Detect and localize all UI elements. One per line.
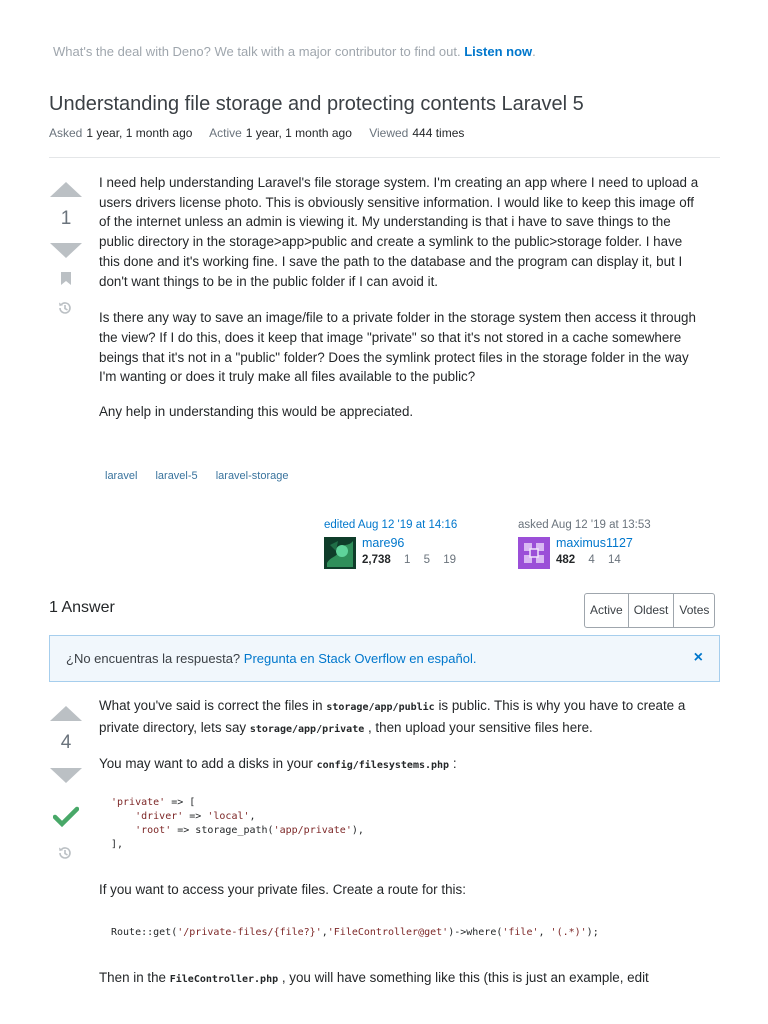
inline-code: storage/app/private [249,723,365,735]
owner-silver-badges: 4 [588,554,595,566]
tag-laravel-5[interactable]: laravel-5 [149,467,203,485]
editor-gold-badges: 1 [403,554,411,566]
owner-signature [518,517,708,577]
answer-paragraph-1: What you've said is correct the files in storage/app/public is public. This is why you have to create a private directory, lets say storage/app/private , then upload your sensitive files here. [99,698,686,735]
question-downvote-button[interactable] [50,243,82,258]
active-label: Active [209,126,242,140]
title-divider [49,157,720,158]
bookmark-icon[interactable] [61,272,71,285]
inline-code: config/filesystems.php [316,760,450,772]
editor-signature [324,517,504,577]
question-body [99,173,704,422]
question-paragraph: Is there any way to save an image/file to a private folder in the storage system then access it through the view? If I do this, does it keep that image "private" so that it's not stored in a cache somewhere beings that it's not in a "public" folder? Does the symlink protect files in the storage folder in the way I'm wanting or does it truly make all files available to the public? [99,310,696,385]
question-title[interactable]: Understanding file storage and protecting contents Laravel 5 [49,93,584,115]
history-icon[interactable] [57,300,73,316]
question-meta [49,126,478,140]
answer-downvote-button[interactable] [50,768,82,783]
notice-text: ¿No encuentras la respuesta? [66,651,241,666]
edited-timestamp-link[interactable]: edited Aug 12 '19 at 14:16 [324,519,458,531]
banner-tail: . [532,44,536,59]
answer-vote-count: 4 [60,732,72,753]
answer-history-icon[interactable] [57,845,73,861]
answer-upvote-button[interactable] [50,706,82,721]
answer-body [99,696,704,776]
asked-value: 1 year, 1 month ago [86,126,193,140]
question-tags [99,467,297,485]
asked-label: Asked [49,126,83,140]
editor-bronze-badges: 19 [443,554,456,566]
answer-paragraph-3: If you want to access your private files. Create a route for this: [99,882,466,897]
owner-rep-score: 482 [556,554,576,566]
editor-silver-badges: 5 [423,554,430,566]
answer-sort-tabs [584,593,715,628]
editor-avatar[interactable] [324,537,356,569]
inline-code: FileController.php [169,974,279,985]
inline-code: storage/app/public [326,702,435,713]
close-icon[interactable]: × [693,649,703,666]
sort-tab-active[interactable]: Active [590,603,623,617]
owner-reputation [556,554,621,566]
sort-tab-oldest[interactable]: Oldest [628,594,674,627]
editor-rep-score: 2,738 [362,554,391,566]
spanish-site-notice [49,635,720,682]
code-block-route: Route::get('/private-files/{file?}','FileController@get')->where('file', '(.*)'); [111,927,599,938]
question-vote-count: 1 [60,208,72,229]
editor-name-link[interactable]: mare96 [362,536,405,550]
notice-link[interactable]: Pregunta en Stack Overflow en español. [243,651,477,666]
code-block-disk-config: 'private' => [ 'driver' => 'local', 'root' => storage_path('app/private'), ], [111,797,364,850]
answer-paragraph-4: Then in the FileController.php , you will have something like this (this is just an example, edit [99,970,649,985]
asked-timestamp[interactable]: asked Aug 12 '19 at 13:53 [518,519,651,531]
owner-name-link[interactable]: maximus1127 [556,536,633,550]
banner-text: What's the deal with Deno? We talk with a major contributor to find out. [53,44,461,59]
question-paragraph: I need help understanding Laravel's file storage system. I'm creating an app where I need to upload a users drivers license photo. This is obviously sensitive information. I would like to keep this image off of the internet unless an admin is viewing it. My understanding is that i have to save things to the public directory in the storage>app>public and create a symlink to the public>storage folder. I have this done and it's working fine. I save the path to the database and the program can display it, but I don't want things to be in the public folder if I can avoid it. [99,175,699,289]
accepted-check-icon [53,806,79,828]
announcement-banner [53,44,536,59]
active-value[interactable]: 1 year, 1 month ago [245,126,352,140]
viewed-value: 444 times [412,126,465,140]
answers-count-heading: 1 Answer [49,599,115,616]
listen-now-link[interactable]: Listen now [464,44,533,59]
owner-avatar[interactable] [518,537,550,569]
viewed-label: Viewed [369,126,409,140]
question-upvote-button[interactable] [50,182,82,197]
owner-bronze-badges: 14 [608,554,621,566]
sort-tab-votes[interactable]: Votes [673,594,714,627]
tag-laravel-storage[interactable]: laravel-storage [210,467,295,485]
editor-reputation [362,554,456,566]
answer-paragraph-2: You may want to add a disks in your config/filesystems.php : [99,756,457,772]
tag-laravel[interactable]: laravel [99,467,143,485]
question-paragraph: Any help in understanding this would be appreciated. [99,404,414,420]
